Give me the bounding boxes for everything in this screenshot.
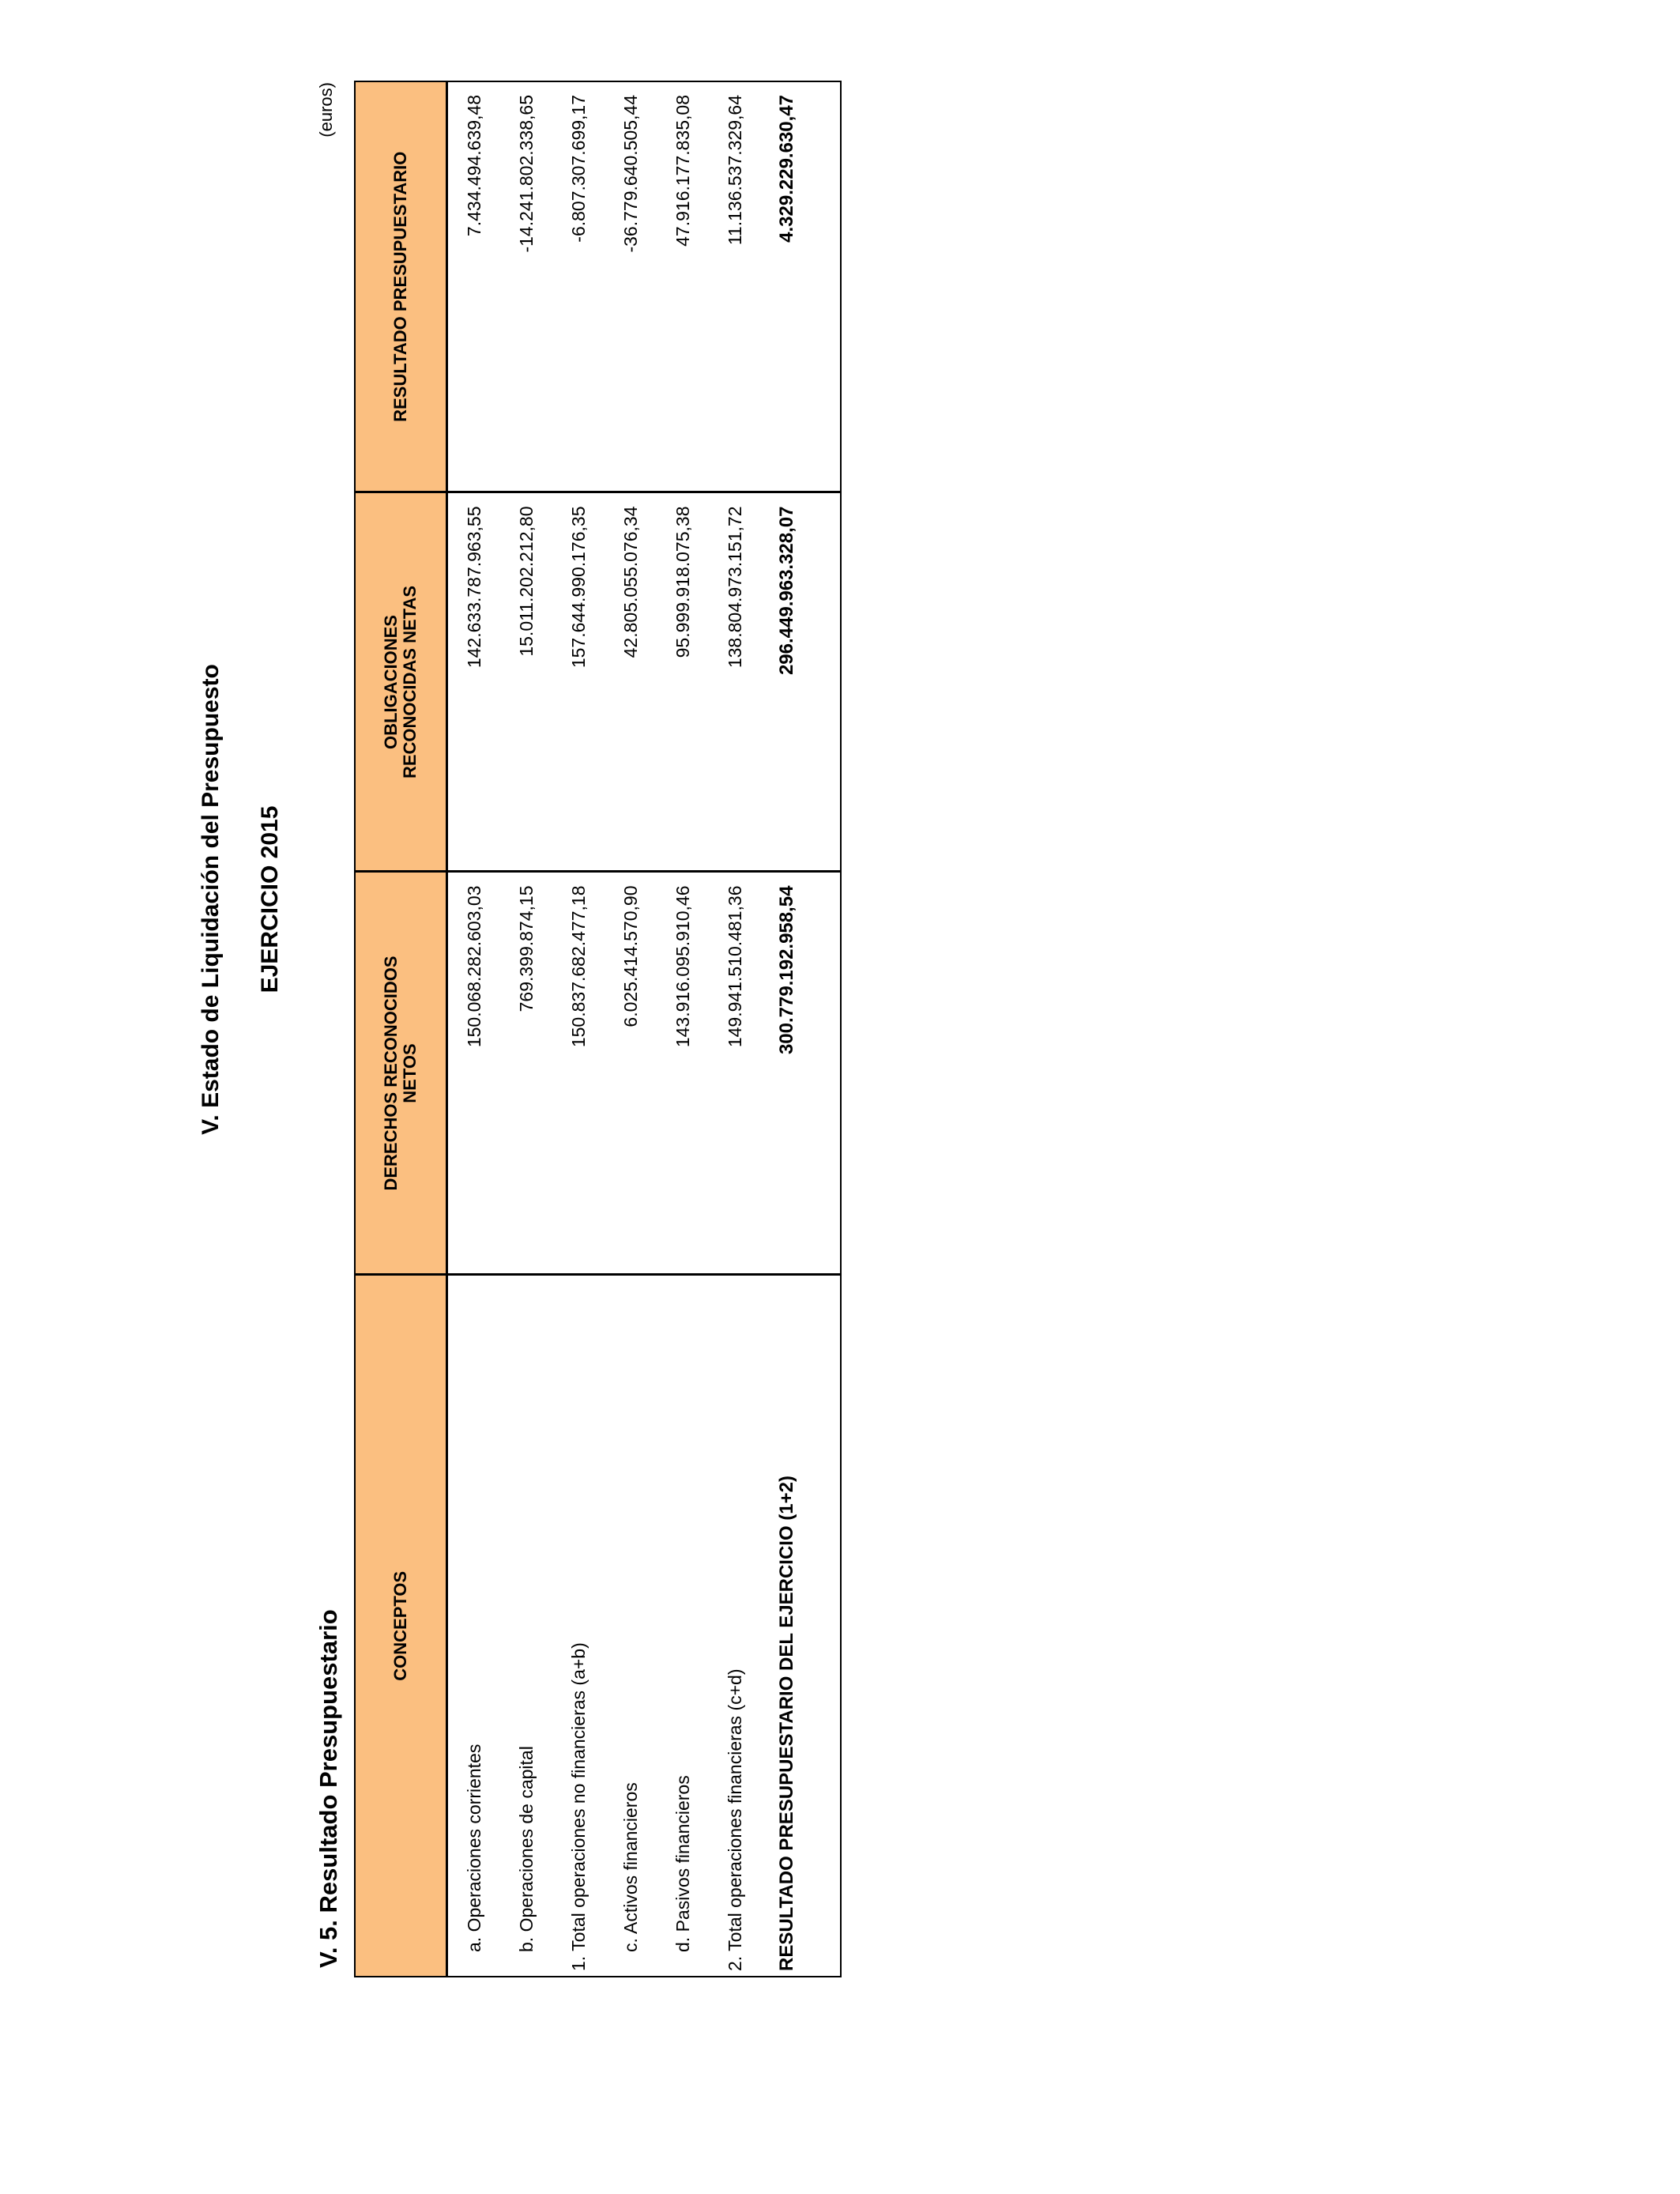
concept-cell: b. Operaciones de capital (516, 1746, 537, 1952)
table-row (709, 81, 761, 1977)
concept-cell: a. Operaciones corrientes (464, 1744, 484, 1952)
derechos-cell: 150.837.682.477,18 (552, 872, 605, 1275)
header-derechos (355, 872, 447, 1275)
concept-cell: c. Activos financieros (620, 1782, 641, 1952)
derechos-cell: 149.941.510.481,36 (709, 872, 761, 1275)
derechos-cell: 6.025.414.570,90 (605, 872, 657, 1275)
table-bottom-spacer (813, 81, 841, 1977)
header-resultado (355, 81, 447, 492)
header-obligaciones-line1: OBLIGACIONES (381, 615, 401, 749)
resultado-cell: 4.329.229.630,47 (761, 81, 813, 492)
concept-cell: d. Pasivos financieros (672, 1775, 693, 1952)
resultado-cell: 11.136.537.329,64 (709, 81, 761, 492)
section-title: V. 5. Resultado Presupuestario (315, 1609, 342, 1968)
obligaciones-cell: 157.644.990.176,35 (552, 492, 605, 872)
header-resultado-label: RESULTADO PRESUPUESTARIO (390, 151, 410, 422)
header-obligaciones (355, 492, 447, 872)
document-subtitle: EJERCICIO 2015 (257, 805, 283, 993)
header-derechos-line2: NETOS (400, 1043, 420, 1103)
spacer-cell (813, 492, 841, 872)
spacer-cell (813, 1275, 841, 1977)
table-row (605, 81, 657, 1977)
obligaciones-cell: 95.999.918.075,38 (657, 492, 709, 872)
derechos-cell: 769.399.874,15 (500, 872, 552, 1275)
resultado-cell: 47.916.177.835,08 (657, 81, 709, 492)
obligaciones-cell: 138.804.973.151,72 (709, 492, 761, 872)
header-conceptos (355, 1275, 447, 1977)
obligaciones-cell: 42.805.055.076,34 (605, 492, 657, 872)
concept-cell: RESULTADO PRESUPUESTARIO DEL EJERCICIO (1+2) (776, 1476, 797, 1971)
concept-cell: 2. Total operaciones financieras (c+d) (725, 1668, 745, 1971)
derechos-cell: 143.916.095.910,46 (657, 872, 709, 1275)
concept-cell: 1. Total operaciones no financieras (a+b) (568, 1642, 589, 1971)
table-row (447, 81, 501, 1977)
resultado-cell: 7.434.494.639,48 (447, 81, 501, 492)
header-derechos-line1: DERECHOS RECONOCIDOS (381, 956, 401, 1191)
grand-total-row (761, 81, 813, 1977)
resultado-cell: -36.779.640.505,44 (605, 81, 657, 492)
obligaciones-cell: 296.449.963.328,07 (761, 492, 813, 872)
header-obligaciones-line2: RECONOCIDAS NETAS (400, 585, 420, 779)
resultado-cell: -14.241.802.338,65 (500, 81, 552, 492)
units-label: (euros) (316, 82, 336, 138)
header-conceptos-label: CONCEPTOS (390, 1570, 410, 1681)
table-row (657, 81, 709, 1977)
obligaciones-cell: 142.633.787.963,55 (447, 492, 501, 872)
document-title: V. Estado de Liquidación del Presupuesto (198, 664, 224, 1135)
table-header-row (355, 81, 447, 1977)
obligaciones-cell: 15.011.202.212,80 (500, 492, 552, 872)
spacer-cell (813, 872, 841, 1275)
budget-result-table (354, 81, 842, 1977)
table-row (500, 81, 552, 1977)
table-row (552, 81, 605, 1977)
spacer-cell (813, 81, 841, 492)
resultado-cell: -6.807.307.699,17 (552, 81, 605, 492)
derechos-cell: 150.068.282.603,03 (447, 872, 501, 1275)
derechos-cell: 300.779.192.958,54 (761, 872, 813, 1275)
